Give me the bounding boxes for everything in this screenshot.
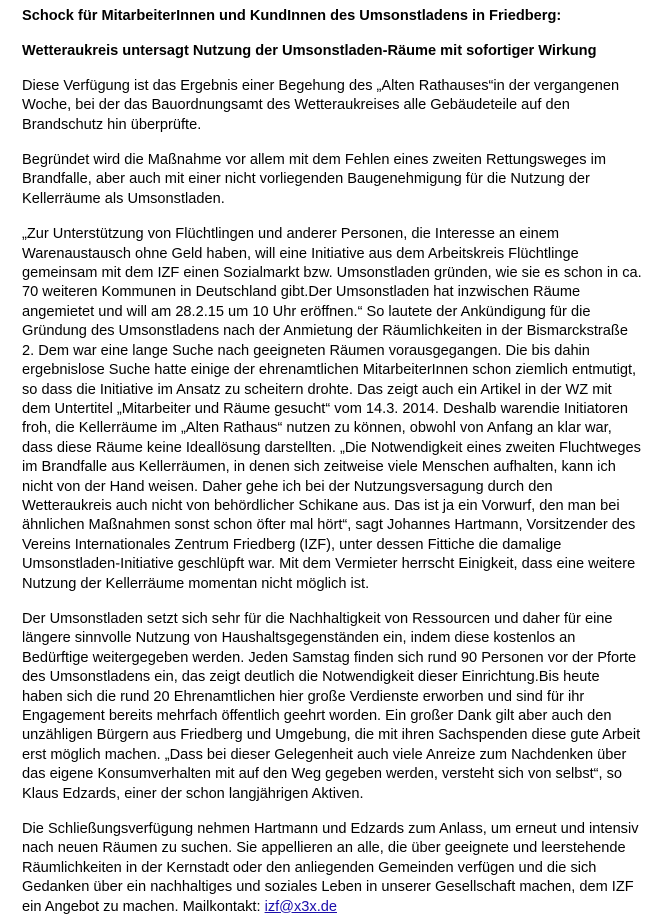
document-title: Schock für MitarbeiterInnen und KundInnen des Umsonstladens in Friedberg:	[22, 8, 562, 24]
document-subtitle: Wetteraukreis untersagt Nutzung der Umsonstladen-Räume mit sofortiger Wirkung	[22, 43, 597, 60]
paragraph-2: Begründet wird die Maßnahme vor allem mit dem Fehlen eines zweiten Rettungsweges im Brandfalle, aber auch mit einer nicht vorliegenden Baugenehmigung für die Nutzung der Kellerräume als Umsonstladen.	[22, 152, 607, 207]
paragraph-5	[22, 820, 643, 917]
email-link[interactable]: izf@x3x.de	[264, 898, 337, 915]
paragraph-3: „Zur Unterstützung von Flüchtlingen und anderer Personen, die Interesse an einem Warenaustausch ohne Geld haben, will eine Initiative aus dem Arbeitskreis Flüchtlinge gemeinsam mit dem IZF einen Sozialmarkt bzw. Umsonstladen gründen, wie sie es schon in ca. 70 weiteren Kommunen in Deutschland gibt.Der Umsonstladen hat inzwischen Räume angemietet und will am 28.2.15 um 10 Uhr eröffnen.“ So lautete der Ankündigung für die Gründung des Umsonstladens nach der Anmietung der Räumlichkeiten in der Bismarckstraße 2. Dem war eine lange Suche nach geeigneten Räumen vorausgegangen. Die bis dahin ergebnislose Suche hatte einige der ehrenamtlichen MitarbeiterInnen schon ziemlich entmutigt, so dass die Initiative im Ansatz zu scheitern drohte. Das zeigt auch ein Artikel in der WZ mit dem Untertitel „Mitarbeiter und Räume gesucht“ vom 14.3. 2014. Deshalb warendie Initiatoren froh, die Kellerräume im „Alten Rathaus“ nutzen zu können, obwohl von Anfang an klar war, dass diese Räume keine Ideallösung darstellten. „Die Notwendigkeit eines zweiten Fluchtweges im Brandfalle aus Kellerräumen, in denen sich zeitweise viele Menschen aufhalten, kann ich nicht von der Hand weisen. Daher gehe ich bei der Nutzungsversagung durch den Wetteraukreis auch nicht von behördlicher Schikane aus. Das ist ja ein Vorwurf, den man bei ähnlichen Maßnahmen sonst schon öfter mal hört“, sagt Johannes Hartmann, Vorsitzender des Vereins Internationales Zentrum Friedberg (IZF), unter dessen Fittiche die damalige Umsonstladen-Initiative geschlüpft war. Mit dem Vermieter herrscht Einigkeit, dass eine weitere Nutzung der Kellerräume momentan nicht möglich ist.	[22, 226, 642, 592]
paragraph-4: Der Umsonstladen setzt sich sehr für die Nachhaltigkeit von Ressourcen und daher für eine längere sinnvolle Nutzung von Haushaltsgegenständen ein, indem diese kostenlos an Bedürftige weitergegeben werden. Jeden Samstag finden sich rund 90 Personen vor der Pforte des Umsonstladens ein, das zeigt deutlich die Notwendigkeit dieser Einrichtung.Bis heute haben sich die rund 20 Ehrenamtlichen hier große Verdienste erworben und sind für ihr Engagement bereits mehrfach öffentlich geehrt worden. Ein großer Dank gilt aber auch den unzähligen Bürgern aus Friedberg und Umgebung, die mit ihren Sachspenden diese gute Arbeit erst möglich machen. „Dass bei dieser Gelegenheit auch viele Anreize zum Nachdenken über das eigene Konsumverhalten mit auf den Weg gegeben werden, versteht sich von selbst“, so Klaus Edzards, einer der schon langjährigen Aktiven.	[22, 610, 641, 802]
closing-text: Die Schließungsverfügung nehmen Hartmann und Edzards zum Anlass, um erneut und intensiv nach neuen Räumen zu suchen. Sie appellieren an alle, die über geeignete und leerstehende Räumlichkeiten in der Kernstadt oder den anliegenden Gemeinden verfügen und die sich Gedanken über ein nachhaltiges und soziales Leben in unserer Gesellschaft machen, dem IZF ein Angebot zu machen. Mailkontakt:	[22, 821, 639, 915]
paragraph-1: Diese Verfügung ist das Ergebnis einer Begehung des „Alten Rathauses“in der vergangenen Woche, bei der das Bauordnungsamt des Wetteraukreises alle Gebäudeteile auf den Brandschutz hin überprüfte.	[22, 77, 620, 133]
